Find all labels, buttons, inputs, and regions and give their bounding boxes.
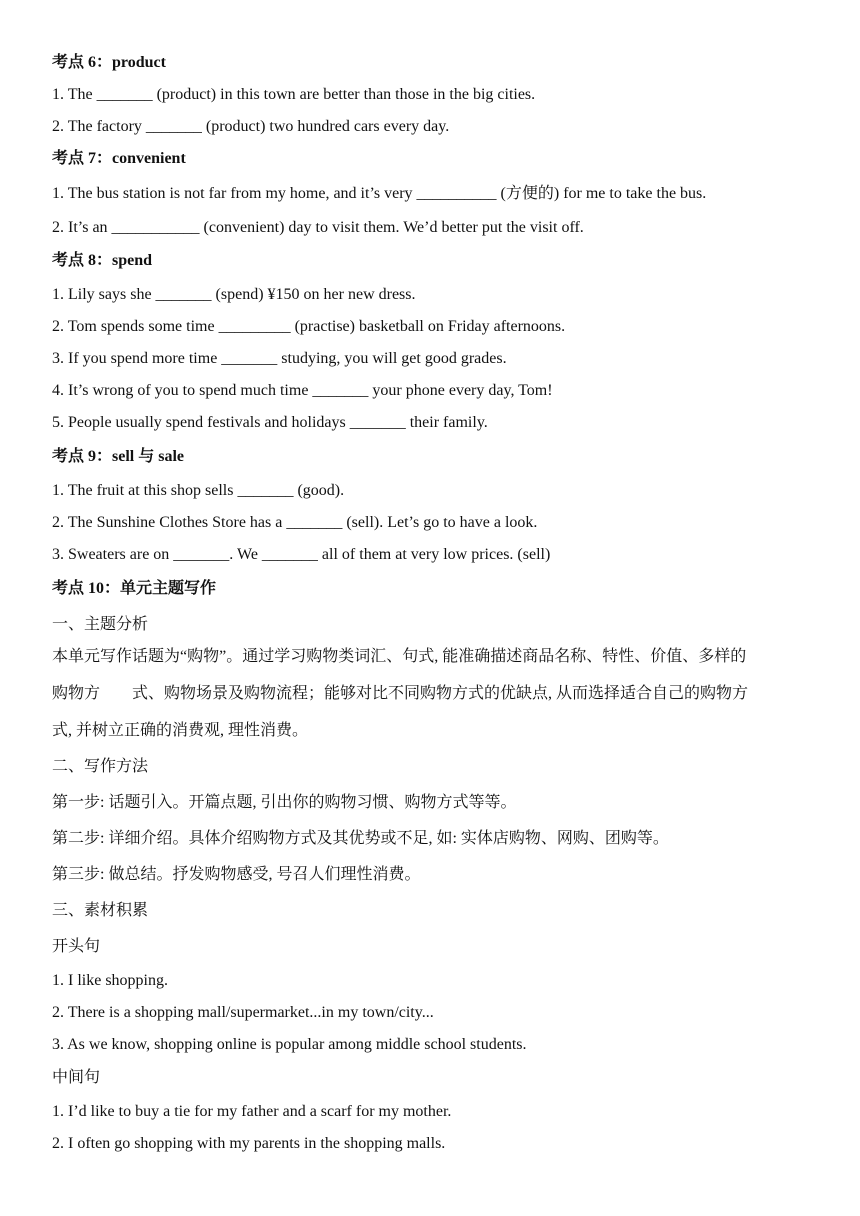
exercise-item: 2. The Sunshine Clothes Store has a _______ (sell). Let’s go to have a look. (52, 514, 538, 531)
subsection-title: 一、主题分析 (52, 616, 149, 633)
sentence-item: 2. I often go shopping with my parents in the shopping malls. (52, 1135, 446, 1152)
exercise-item: 1. Lily says she _______ (spend) ¥150 on her new dress. (52, 286, 416, 303)
sentence-item: 3. As we know, shopping online is popular among middle school students. (52, 1036, 527, 1053)
group-title: 中间句 (52, 1069, 101, 1086)
exercise-item: 1. The fruit at this shop sells _______ (good). (52, 482, 345, 499)
subsection-title: 三、素材积累 (52, 902, 149, 919)
section-heading: 考点 8：spend (52, 252, 153, 269)
sentence-item: 1. I’d like to buy a tie for my father and a scarf for my mother. (52, 1103, 452, 1120)
exercise-item: 3. If you spend more time _______ studying, you will get good grades. (52, 350, 507, 367)
analysis-line: 式, 并树立正确的消费观, 理性消费。 (52, 722, 309, 739)
method-step: 第三步: 做总结。抒发购物感受, 号召人们理性消费。 (52, 866, 421, 883)
section-heading: 考点 6：product (52, 54, 166, 71)
method-step: 第一步: 话题引入。开篇点题, 引出你的购物习惯、购物方式等等。 (52, 794, 517, 811)
sentence-item: 1. I like shopping. (52, 972, 168, 989)
exercise-item: 1. The _______ (product) in this town are better than those in the big cities. (52, 86, 536, 103)
exercise-item: 3. Sweaters are on _______. We _______ all of them at very low prices. (sell) (52, 546, 551, 563)
exercise-item: 2. Tom spends some time _________ (practise) basketball on Friday afternoons. (52, 318, 566, 335)
exercise-item: 4. It’s wrong of you to spend much time _______ your phone every day, Tom! (52, 382, 553, 399)
worksheet-page (52, 52, 812, 1155)
section-heading: 考点 9：sell 与 sale (52, 448, 184, 465)
exercise-item: 1. The bus station is not far from my home, and it’s very __________ (方便的) for me to take the bus. (52, 185, 707, 202)
method-step: 第二步: 详细介绍。具体介绍购物方式及其优势或不足, 如: 实体店购物、网购、团购等。 (52, 830, 669, 847)
subsection-title: 二、写作方法 (52, 758, 149, 775)
sentence-item: 2. There is a shopping mall/supermarket...in my town/city... (52, 1004, 434, 1021)
section-heading: 考点 7：convenient (52, 150, 186, 167)
exercise-item: 2. The factory _______ (product) two hundred cars every day. (52, 118, 450, 135)
analysis-line: 本单元写作话题为“购物”。通过学习购物类词汇、句式, 能准确描述商品名称、特性、价值、多样的 (52, 648, 747, 665)
exercise-item: 5. People usually spend festivals and holidays _______ their family. (52, 414, 488, 431)
analysis-line: 购物方 式、购物场景及购物流程；能够对比不同购物方式的优缺点, 从而选择适合自己的购物方 (52, 685, 749, 702)
exercise-item: 2. It’s an ___________ (convenient) day to visit them. We’d better put the visit off. (52, 219, 584, 236)
group-title: 开头句 (52, 938, 101, 955)
section-heading: 考点 10：单元主题写作 (52, 580, 217, 597)
